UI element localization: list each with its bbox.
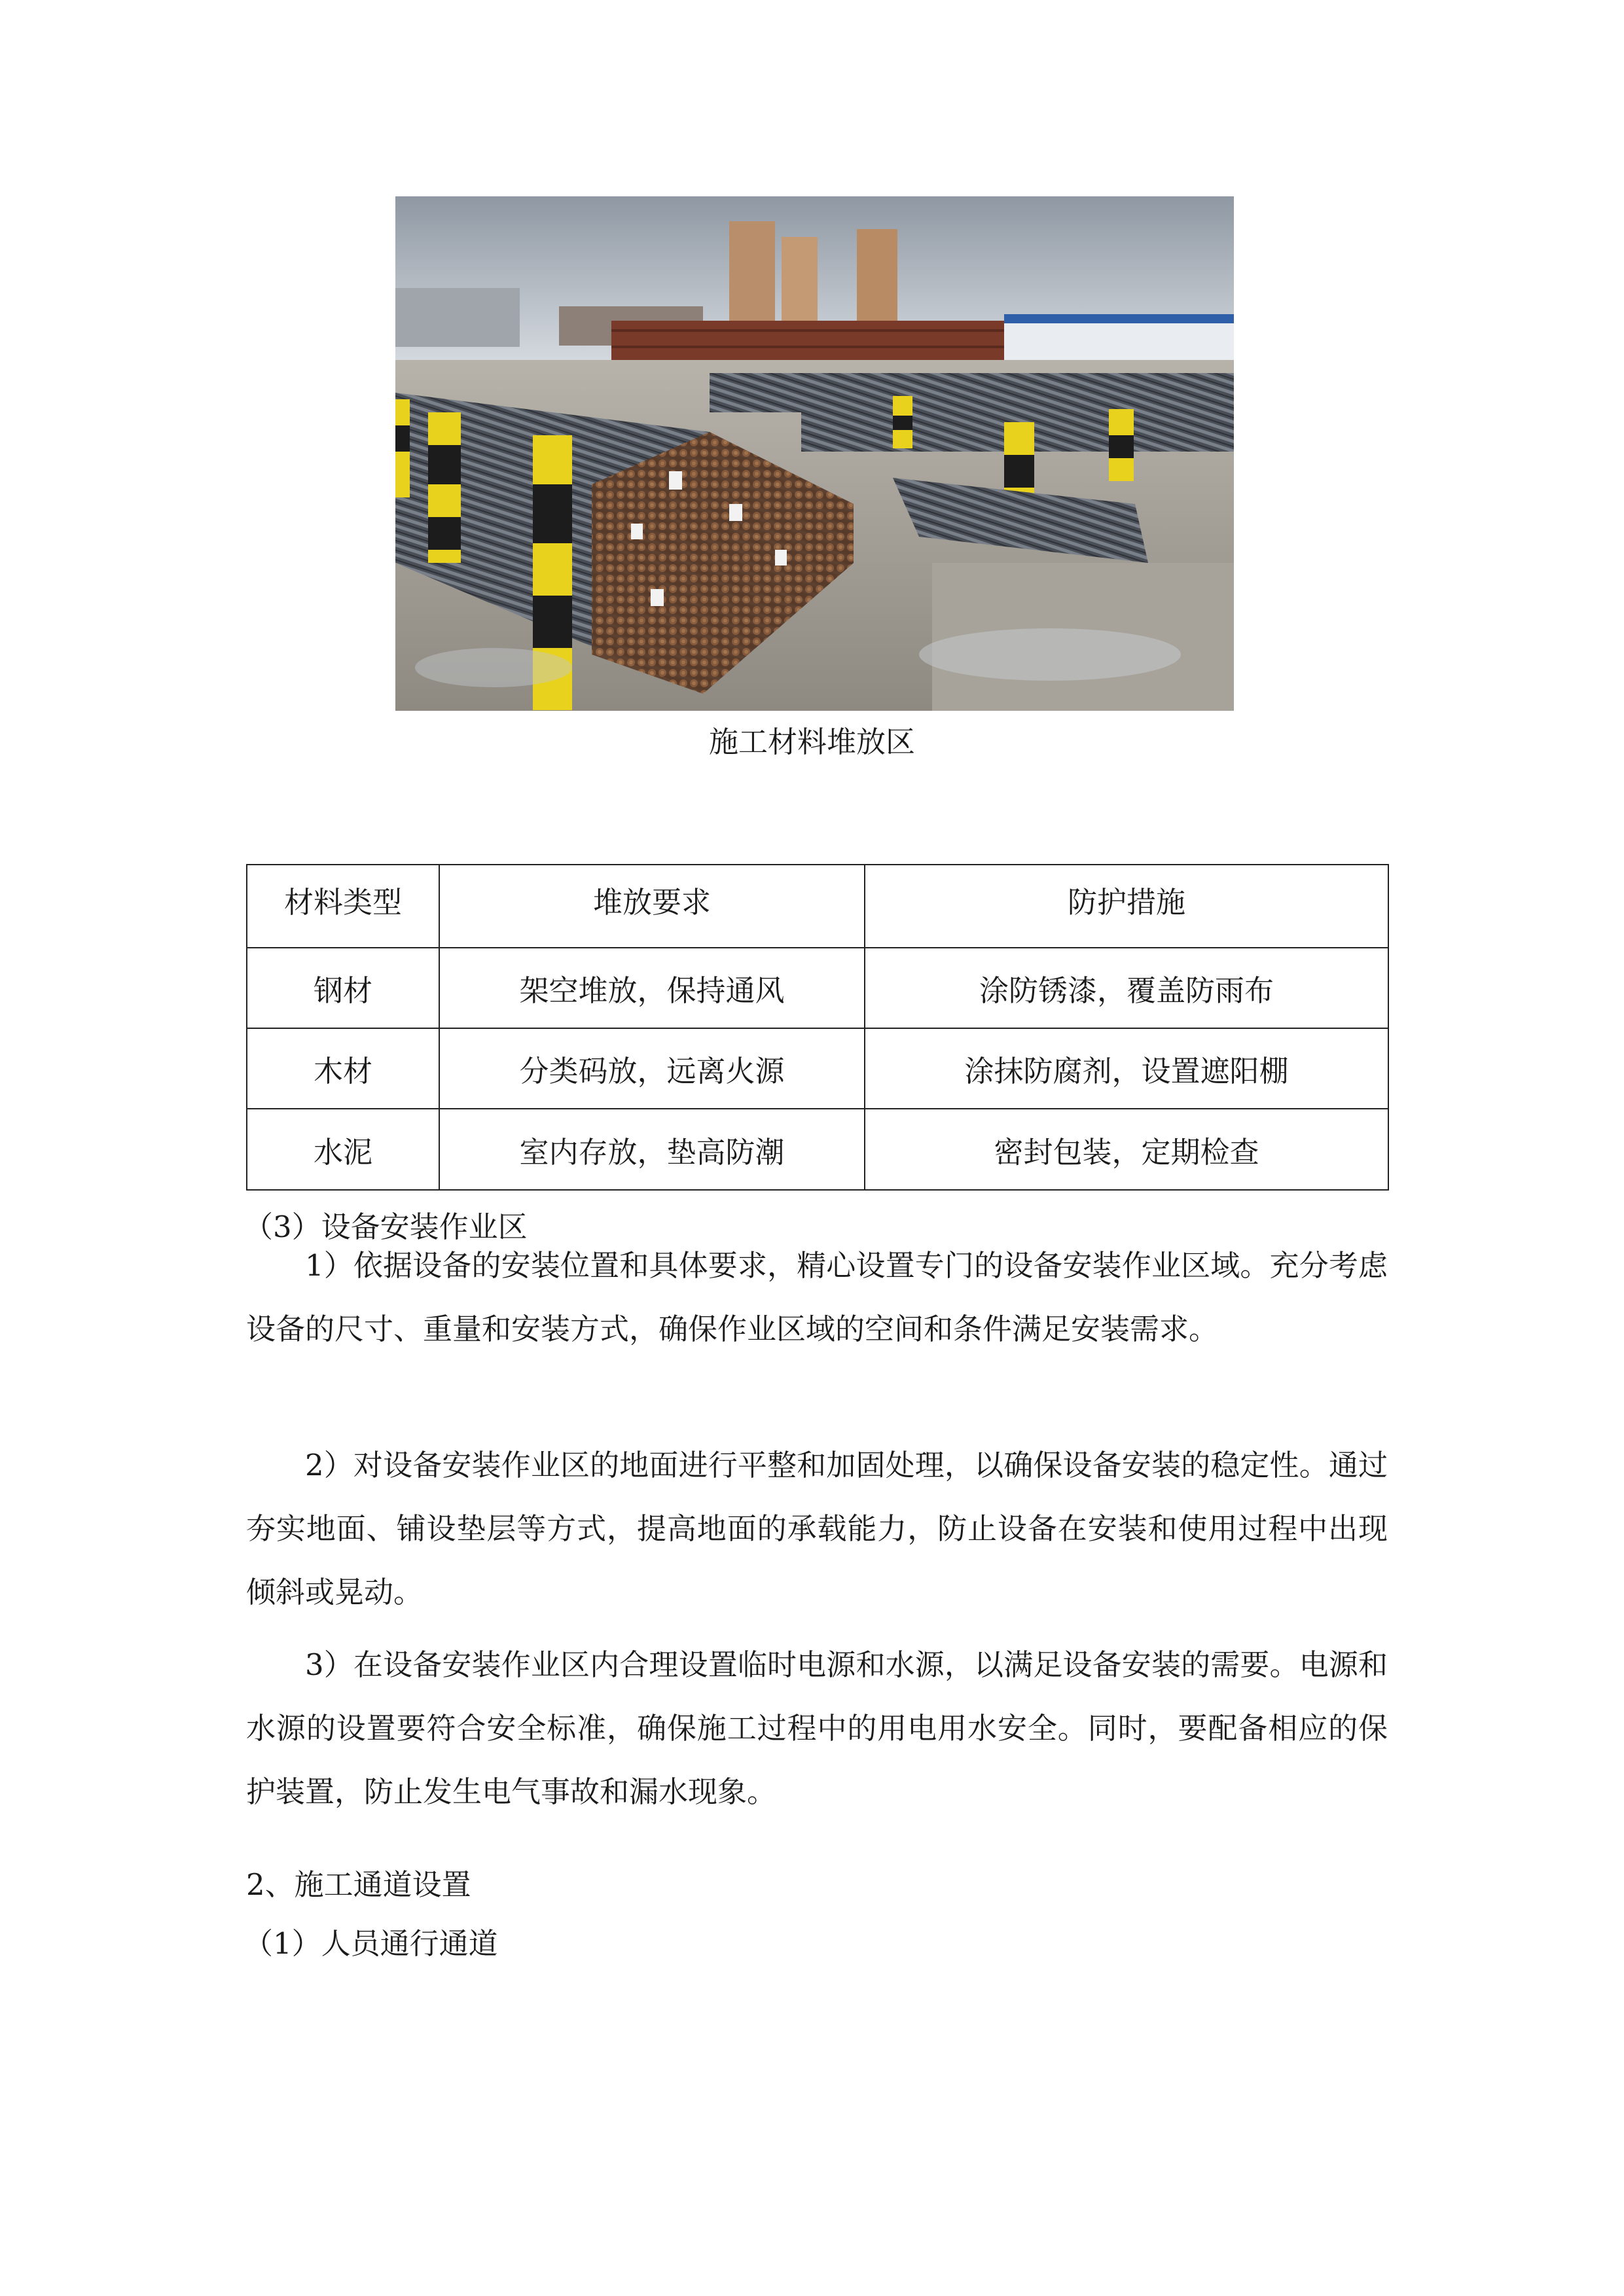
material-storage-table (246, 864, 1389, 1191)
sub-heading-personnel-passage: （1）人员通行通道 (244, 1926, 498, 1961)
table-header-row (247, 865, 1388, 948)
table-row (247, 1109, 1388, 1190)
paragraph-2: 2）对设备安装作业区的地面进行平整和加固处理，以确保设备安装的稳定性。通过夯实地面、铺设垫层等方式，提高地面的承载能力，防止设备在安装和使用过程中出现倾斜或晃动。 (246, 1448, 1388, 1609)
table-cell: 分类码放，远离火源 (439, 1028, 865, 1109)
header-protection-measure: 防护措施 (865, 865, 1388, 948)
header-material-type: 材料类型 (247, 865, 439, 948)
material-storage-photo (395, 196, 1234, 711)
table-row (247, 948, 1388, 1028)
header-storage-requirement: 堆放要求 (439, 865, 865, 948)
table-cell: 架空堆放，保持通风 (439, 948, 865, 1028)
section-heading-equipment-area: （3）设备安装作业区 (244, 1210, 528, 1244)
table-cell: 木材 (247, 1028, 439, 1109)
table-cell: 涂防锈漆，覆盖防雨布 (865, 948, 1388, 1028)
table-cell: 密封包装，定期检查 (865, 1109, 1388, 1190)
paragraph-1: 1）依据设备的安装位置和具体要求，精心设置专门的设备安装作业区域。充分考虑设备的尺寸、重量和安装方式，确保作业区域的空间和条件满足安装需求。 (246, 1248, 1388, 1346)
table-cell: 涂抹防腐剂，设置遮阳棚 (865, 1028, 1388, 1109)
table-row (247, 1028, 1388, 1109)
figure-caption: 施工材料堆放区 (708, 725, 915, 759)
section-heading-construction-channel: 2、施工通道设置 (246, 1867, 471, 1902)
table-cell: 水泥 (247, 1109, 439, 1190)
table-cell: 室内存放，垫高防潮 (439, 1109, 865, 1190)
paragraph-3: 3）在设备安装作业区内合理设置临时电源和水源，以满足设备安装的需要。电源和水源的设置要符合安全标准，确保施工过程中的用电用水安全。同时，要配备相应的保护装置，防止发生电气事故和漏水现象。 (246, 1647, 1388, 1809)
table-cell: 钢材 (247, 948, 439, 1028)
